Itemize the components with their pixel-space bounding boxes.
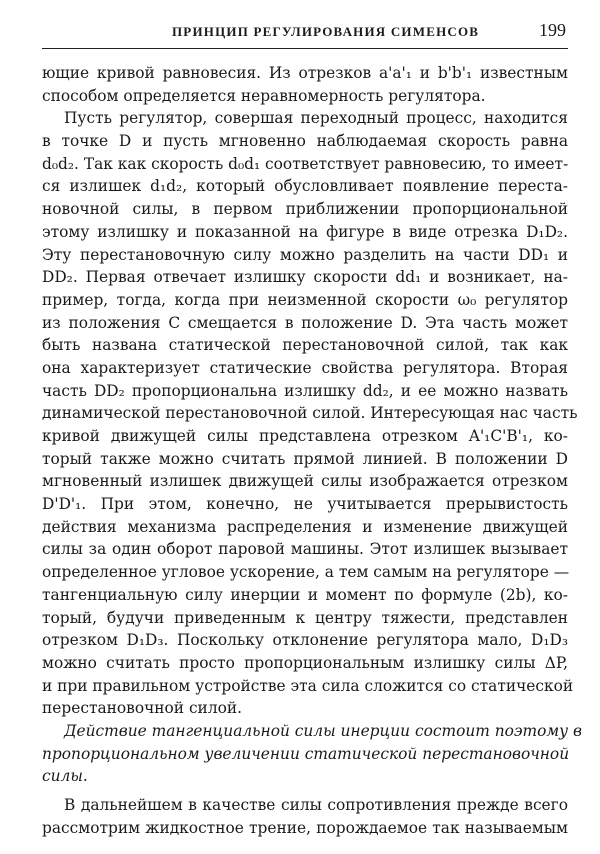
text-line: из положения C смещается в положение D. Эта часть может [42, 313, 568, 332]
text-line: динамической перестановочной силой. Интересующая нас часть [42, 404, 578, 423]
text-line: торый также можно считать прямой линией. В положении D [42, 449, 568, 468]
text-line: d₀d₂. Так как скорость d₀d₁ соответствует равновесию, то имеет- [42, 154, 569, 173]
body-text [42, 62, 582, 839]
text-line: и при правильном устройстве эта сила сложится со статической [42, 676, 574, 695]
text-line: действия механизма распределения и изменение движущей [42, 517, 568, 536]
text-line: способом определяется неравномерность регулятора. [42, 86, 486, 105]
text-line: Эту перестановочную силу можно разделить на части DD₁ и [42, 245, 568, 264]
text-line: мгновенный излишек движущей силы изображается отрезком [42, 472, 568, 491]
text-line: можно считать просто пропорциональным излишку силы ΔP, [42, 653, 568, 672]
text-line: В дальнейшем в качестве силы сопротивления прежде всего [64, 796, 568, 814]
text-line: тангенциальную силу инерции и момент по формуле (2b), ко- [42, 585, 568, 604]
page-number: 199 [539, 20, 566, 40]
text-line: пример, тогда, когда при неизменной скорости ω₀ регулятор [42, 290, 568, 309]
text-line: DD₂. Первая отвечает излишку скорости dd₁ и возникает, на- [42, 268, 568, 287]
text-line: кривой движущей силы представлена отрезком A'₁C'B'₁, ко- [42, 427, 568, 445]
text-line: пропорциональном увеличении статической перестановочной [42, 744, 570, 763]
paragraph-3-italic [42, 720, 582, 788]
text-line: определенное угловое ускорение, а тем самым на регуляторе — [42, 563, 570, 582]
text-line: этому излишку и показанной на фигуре в виде отрезка D₁D₂. [42, 222, 568, 241]
text-line: новочной силы, в первом приближении пропорциональной [42, 200, 568, 219]
paragraph-4 [42, 794, 568, 839]
text-line: D'D'₁. При этом, конечно, не учитывается прерывистость [42, 495, 568, 514]
text-line: она характеризует статические свойства регулятора. Вторая [42, 358, 568, 377]
text-line: силы. [42, 767, 88, 786]
text-line: торый, будучи приведенным к центру тяжести, представлен [42, 608, 568, 627]
text-line: быть названа статической перестановочной силой, так как [42, 336, 568, 355]
text-line: часть DD₂ пропорциональна излишку dd₂, и ее можно назвать [42, 381, 568, 400]
page-header [42, 18, 568, 49]
text-line: ся излишек d₁d₂, который обусловливает появление переста- [42, 177, 568, 196]
text-line: перестановочной силой. [42, 699, 243, 718]
text-line: ющие кривой равновесия. Из отрезков a'a'₁ и b'b'₁ известным [42, 64, 568, 82]
text-line: Пусть регулятор, совершая переходный процесс, находится [64, 109, 568, 128]
paragraph-2 [42, 107, 578, 720]
paragraph-1 [42, 62, 568, 107]
text-line: рассмотрим жидкостное трение, порождаемое так называемым [42, 818, 568, 837]
text-line: Действие тангенциальной силы инерции состоит поэтому в [64, 721, 582, 740]
running-head: ПРИНЦИП РЕГУЛИРОВАНИЯ СИМЕНСОВ [172, 24, 480, 39]
text-line: силы за один оборот паровой машины. Этот излишек вызывает [42, 540, 568, 559]
text-line: в точке D и пусть мгновенно наблюдаемая скорость равна [42, 132, 568, 151]
text-line: отрезком D₁D₃. Поскольку отклонение регулятора мало, D₁D₃ [42, 631, 568, 650]
